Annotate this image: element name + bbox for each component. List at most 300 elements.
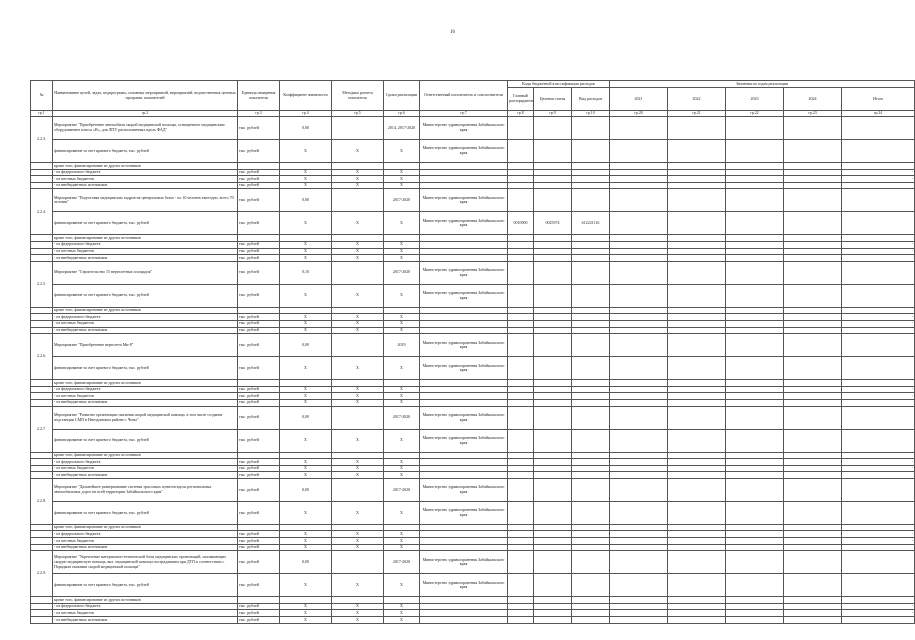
total-cell: [842, 255, 915, 262]
x-cell: X: [384, 169, 420, 176]
measure-number: 2.2.4.: [31, 189, 53, 235]
total-cell: -: [842, 459, 915, 466]
executor-cell: Министерство здравоохранения Забайкальского края: [420, 261, 508, 284]
table-cell: [534, 307, 572, 314]
table-cell: [420, 597, 508, 604]
source-row: [31, 544, 915, 551]
value-cell: [842, 261, 915, 284]
kbk-type-cell: [572, 357, 610, 380]
financing-row: [31, 284, 915, 307]
source-label: - из внебюджетных источников: [53, 617, 238, 624]
source-row: [31, 241, 915, 248]
table-cell: [784, 531, 842, 538]
column-number: гр.9: [534, 111, 572, 117]
total-cell: -: [842, 531, 915, 538]
value-cell: [784, 429, 842, 452]
unit-cell: тыс. рублей: [238, 176, 280, 183]
value-cell: [508, 478, 534, 501]
source-label: - из местных бюджетов: [53, 610, 238, 617]
x-cell: X: [384, 314, 420, 321]
header-kbk-group: Коды бюджетной классификации расходов: [508, 81, 610, 88]
executor-cell: Министерство здравоохранения Забайкальского края: [420, 357, 508, 380]
table-cell: [31, 163, 53, 170]
header-executor: Ответственный исполнитель и соисполнители: [420, 81, 508, 111]
x-cell: X: [332, 255, 384, 262]
table-cell: [726, 327, 784, 334]
value-cell: [610, 189, 668, 212]
table-cell: [726, 163, 784, 170]
table-cell: [610, 248, 668, 255]
source-row: [31, 603, 915, 610]
total-cell: -: [842, 176, 915, 183]
method-cell: [332, 334, 384, 357]
table-cell: [534, 380, 572, 387]
executor-cell: Министерство здравоохранения Забайкальского края: [420, 140, 508, 163]
value-cell: [668, 140, 726, 163]
value-cell: [610, 429, 668, 452]
value-cell: [842, 357, 915, 380]
table-cell: [726, 320, 784, 327]
table-cell: [534, 538, 572, 545]
unit-cell: тыс. рублей: [238, 140, 280, 163]
value-cell: [726, 117, 784, 140]
value-cell: [668, 357, 726, 380]
source-label: - из федерального бюджета: [53, 603, 238, 610]
x-cell: X: [332, 610, 384, 617]
measure-row: [31, 261, 915, 284]
x-cell: X: [280, 169, 332, 176]
source-label: - из федерального бюджета: [53, 314, 238, 321]
table-cell: [508, 386, 534, 393]
source-row: [31, 399, 915, 406]
table-cell: [842, 235, 915, 242]
kbk-type-cell: [572, 574, 610, 597]
table-cell: [420, 399, 508, 406]
table-cell: [668, 182, 726, 189]
value-cell: [668, 189, 726, 212]
executor-cell: Министерство здравоохранения Забайкальского края: [420, 117, 508, 140]
value-cell: [534, 551, 572, 574]
table-cell: [384, 524, 420, 531]
table-cell: [572, 235, 610, 242]
table-cell: [572, 169, 610, 176]
x-cell: X: [280, 314, 332, 321]
header-year: 2021: [610, 88, 668, 111]
table-cell: [508, 327, 534, 334]
value-cell: [610, 574, 668, 597]
table-cell: [384, 235, 420, 242]
table-cell: [610, 241, 668, 248]
value-cell: [508, 189, 534, 212]
kbk-type-cell: [572, 140, 610, 163]
period-cell: 2017-2020: [384, 551, 420, 574]
value-cell: [784, 261, 842, 284]
x-cell: X: [332, 603, 384, 610]
unit-cell: тыс. рублей: [238, 357, 280, 380]
value-cell: [726, 478, 784, 501]
executor-cell: Министерство здравоохранения Забайкальского края: [420, 429, 508, 452]
total-cell: -: [842, 320, 915, 327]
measure-name: Мероприятие "Развитие организации оказания скорой медицинской помощи, в том числе создание подстанции СМП в Ингодинском районе г. Читы": [53, 406, 238, 429]
table-cell: [508, 393, 534, 400]
table-cell: [784, 307, 842, 314]
unit-cell: тыс. рублей: [238, 610, 280, 617]
kbk-admin-cell: [508, 574, 534, 597]
table-cell: [508, 465, 534, 472]
table-cell: [784, 320, 842, 327]
table-cell: [610, 386, 668, 393]
table-cell: [420, 617, 508, 624]
table-cell: [668, 248, 726, 255]
table-cell: [610, 544, 668, 551]
total-cell: [842, 544, 915, 551]
table-cell: [508, 235, 534, 242]
table-cell: [610, 610, 668, 617]
table-cell: [508, 307, 534, 314]
table-cell: [842, 307, 915, 314]
x-cell: X: [280, 393, 332, 400]
column-number: гр.22: [726, 111, 784, 117]
table-cell: [420, 176, 508, 183]
source-row: [31, 459, 915, 466]
x-cell: X: [384, 459, 420, 466]
kbk-type-cell: [572, 501, 610, 524]
x-cell: X: [280, 176, 332, 183]
value-cell: [668, 501, 726, 524]
other-sources-label: кроме того, финансирование из других источников: [53, 597, 238, 604]
table-cell: [238, 380, 280, 387]
x-cell: X: [280, 465, 332, 472]
kbk-admin-cell: [508, 284, 534, 307]
table-cell: [784, 241, 842, 248]
table-cell: [726, 472, 784, 479]
value-cell: [784, 551, 842, 574]
value-cell: [726, 189, 784, 212]
table-cell: [534, 320, 572, 327]
total-cell: -: [842, 386, 915, 393]
executor-cell: Министерство здравоохранения Забайкальского края: [420, 574, 508, 597]
coefficient-cell: 0,10: [280, 261, 332, 284]
unit-cell: тыс. рублей: [238, 429, 280, 452]
measure-number: 2.2.7.: [31, 406, 53, 452]
x-cell: X: [384, 399, 420, 406]
value-cell: [534, 478, 572, 501]
table-cell: [726, 393, 784, 400]
executor-cell: Министерство здравоохранения Забайкальского края: [420, 478, 508, 501]
total-cell: -: [842, 241, 915, 248]
table-cell: [572, 327, 610, 334]
column-number: гр.24: [842, 111, 915, 117]
table-cell: [420, 603, 508, 610]
table-cell: [508, 597, 534, 604]
table-cell: [238, 597, 280, 604]
value-cell: [572, 189, 610, 212]
table-cell: [31, 235, 53, 242]
other-sources-row: [31, 307, 915, 314]
table-cell: [668, 169, 726, 176]
table-cell: [572, 610, 610, 617]
table-cell: [726, 307, 784, 314]
x-cell: X: [332, 314, 384, 321]
table-cell: [726, 380, 784, 387]
x-cell: X: [384, 465, 420, 472]
unit-cell: тыс. рублей: [238, 531, 280, 538]
value-cell: [668, 212, 726, 235]
table-cell: [534, 531, 572, 538]
unit-cell: тыс. рублей: [238, 182, 280, 189]
table-cell: [610, 531, 668, 538]
column-number: гр.4: [280, 111, 332, 117]
x-cell: X: [280, 574, 332, 597]
kbk-target-cell: [534, 140, 572, 163]
table-cell: [534, 248, 572, 255]
table-cell: [534, 524, 572, 531]
value-cell: [726, 261, 784, 284]
value-cell: [726, 406, 784, 429]
table-cell: [534, 603, 572, 610]
value-cell: [610, 212, 668, 235]
method-cell: [332, 117, 384, 140]
x-cell: X: [384, 544, 420, 551]
x-cell: X: [280, 255, 332, 262]
table-cell: [668, 314, 726, 321]
value-cell: [784, 140, 842, 163]
source-label: - из внебюджетных источников: [53, 544, 238, 551]
table-cell: [508, 610, 534, 617]
table-cell: [508, 617, 534, 624]
x-cell: X: [384, 472, 420, 479]
kbk-admin-cell: [508, 357, 534, 380]
header-no: №: [31, 81, 53, 111]
x-cell: X: [332, 357, 384, 380]
x-cell: X: [332, 399, 384, 406]
column-number: гр.23: [784, 111, 842, 117]
table-cell: [668, 327, 726, 334]
unit-cell: тыс. рублей: [238, 501, 280, 524]
x-cell: X: [384, 531, 420, 538]
table-cell: [384, 163, 420, 170]
table-cell: [726, 459, 784, 466]
table-cell: [610, 465, 668, 472]
source-label: - из федерального бюджета: [53, 169, 238, 176]
table-cell: [31, 399, 53, 406]
table-cell: [31, 314, 53, 321]
table-cell: [610, 452, 668, 459]
executor-cell: Министерство здравоохранения Забайкальского края: [420, 284, 508, 307]
table-cell: [280, 597, 332, 604]
table-cell: [31, 182, 53, 189]
x-cell: X: [332, 327, 384, 334]
table-cell: [784, 597, 842, 604]
unit-cell: тыс. рублей: [238, 399, 280, 406]
value-cell: [508, 117, 534, 140]
value-cell: [842, 334, 915, 357]
value-cell: [668, 551, 726, 574]
measure-name: Мероприятие "Строительство 15 вертолетных площадок": [53, 261, 238, 284]
x-cell: X: [384, 255, 420, 262]
source-row: [31, 255, 915, 262]
table-cell: [420, 472, 508, 479]
table-cell: [572, 538, 610, 545]
total-cell: -: [842, 314, 915, 321]
unit-cell: тыс. рублей: [238, 334, 280, 357]
source-label: - из местных бюджетов: [53, 538, 238, 545]
table-cell: [842, 163, 915, 170]
unit-cell: тыс. рублей: [238, 574, 280, 597]
other-sources-row: [31, 452, 915, 459]
period-cell: 2017-2020: [384, 478, 420, 501]
measure-row: [31, 551, 915, 574]
table-cell: [572, 182, 610, 189]
header-year: 2024: [784, 88, 842, 111]
x-cell: X: [332, 320, 384, 327]
x-cell: X: [280, 501, 332, 524]
source-label: - из местных бюджетов: [53, 248, 238, 255]
source-row: [31, 314, 915, 321]
header-kbk-admin: Главный распорядитель: [508, 88, 534, 111]
source-label: - из местных бюджетов: [53, 465, 238, 472]
measure-name: Мероприятие "Укрепление материально-технической базы медицинских организаций, оказывающих скорую медицинскую помощь, вкл. медицинской помощи пострадавшим при ДТП в соответствии с Порядком оказания скорой медицинской помощи": [53, 551, 238, 574]
source-row: [31, 327, 915, 334]
table-cell: [508, 544, 534, 551]
source-label: - из местных бюджетов: [53, 176, 238, 183]
table-cell: [31, 459, 53, 466]
x-cell: X: [280, 429, 332, 452]
table-cell: [784, 235, 842, 242]
table-cell: [420, 393, 508, 400]
x-cell: X: [332, 386, 384, 393]
column-number: гр.1: [31, 111, 53, 117]
coefficient-cell: 0,00: [280, 334, 332, 357]
header-kbk-target: Целевая статья: [534, 88, 572, 111]
financing-row: [31, 212, 915, 235]
source-label: - из федерального бюджета: [53, 459, 238, 466]
table-cell: [610, 603, 668, 610]
table-cell: [572, 163, 610, 170]
table-cell: [726, 241, 784, 248]
measure-name: Мероприятие "Подготовка медицинских кадров на центральных базах - по 10 человек ежегодно, всего 70 человек": [53, 189, 238, 212]
unit-cell: тыс. рублей: [238, 393, 280, 400]
total-cell: -: [842, 465, 915, 472]
table-cell: [784, 255, 842, 262]
total-cell: [842, 182, 915, 189]
value-cell: [726, 429, 784, 452]
table-cell: [420, 307, 508, 314]
table-cell: [726, 452, 784, 459]
x-cell: X: [332, 393, 384, 400]
kbk-type-cell: 612241116: [572, 212, 610, 235]
value-cell: [842, 501, 915, 524]
total-cell: -: [842, 393, 915, 400]
unit-cell: тыс. рублей: [238, 327, 280, 334]
value-cell: [572, 334, 610, 357]
value-cell: [784, 334, 842, 357]
table-cell: [420, 538, 508, 545]
table-cell: [508, 248, 534, 255]
table-cell: [572, 176, 610, 183]
other-sources-label: кроме того, финансирование из других источников: [53, 452, 238, 459]
table-cell: [784, 169, 842, 176]
unit-cell: тыс. рублей: [238, 478, 280, 501]
table-cell: [784, 248, 842, 255]
value-cell: [668, 429, 726, 452]
table-cell: [31, 393, 53, 400]
coefficient-cell: 0,00: [280, 551, 332, 574]
table-cell: [610, 393, 668, 400]
value-cell: [572, 551, 610, 574]
table-cell: [420, 459, 508, 466]
table-cell: [572, 314, 610, 321]
table-cell: [572, 472, 610, 479]
value-cell: [508, 261, 534, 284]
kbk-target-cell: [534, 501, 572, 524]
value-cell: [572, 478, 610, 501]
value-cell: [668, 261, 726, 284]
table-cell: [420, 169, 508, 176]
table-cell: [610, 597, 668, 604]
total-cell: -: [842, 538, 915, 545]
source-label: - из внебюджетных источников: [53, 472, 238, 479]
table-cell: [668, 255, 726, 262]
value-cell: [842, 212, 915, 235]
table-cell: [384, 452, 420, 459]
total-cell: [842, 617, 915, 624]
x-cell: X: [280, 610, 332, 617]
table-cell: [784, 176, 842, 183]
x-cell: X: [384, 386, 420, 393]
measure-row: [31, 189, 915, 212]
source-row: [31, 393, 915, 400]
value-cell: [610, 406, 668, 429]
table-cell: [668, 393, 726, 400]
header-unit: Единица измерения показателя: [238, 81, 280, 111]
measure-name: Мероприятие "Дальнейшее развертывание системы трассовых пунктов вдоль региональных автомобильных дорог на всей территории Забайкальского края": [53, 478, 238, 501]
table-cell: [508, 524, 534, 531]
x-cell: X: [280, 182, 332, 189]
value-cell: [668, 334, 726, 357]
table-cell: [534, 327, 572, 334]
table-cell: [534, 386, 572, 393]
financing-label: финансирование за счет краевого бюджета, тыс. рублей: [53, 284, 238, 307]
kbk-admin-cell: [508, 501, 534, 524]
table-cell: [668, 459, 726, 466]
source-row: [31, 531, 915, 538]
value-cell: [572, 261, 610, 284]
x-cell: X: [384, 429, 420, 452]
x-cell: X: [280, 212, 332, 235]
value-cell: [572, 117, 610, 140]
table-cell: [726, 531, 784, 538]
value-cell: [610, 334, 668, 357]
total-cell: [842, 327, 915, 334]
x-cell: X: [384, 284, 420, 307]
other-sources-row: [31, 524, 915, 531]
value-cell: [610, 284, 668, 307]
measure-row: [31, 334, 915, 357]
value-cell: [842, 117, 915, 140]
value-cell: [534, 261, 572, 284]
table-cell: [420, 235, 508, 242]
value-cell: [610, 501, 668, 524]
x-cell: X: [332, 617, 384, 624]
table-cell: [610, 235, 668, 242]
x-cell: X: [332, 544, 384, 551]
table-cell: [784, 617, 842, 624]
method-cell: [332, 189, 384, 212]
x-cell: X: [384, 574, 420, 597]
unit-cell: тыс. рублей: [238, 459, 280, 466]
value-cell: [610, 551, 668, 574]
